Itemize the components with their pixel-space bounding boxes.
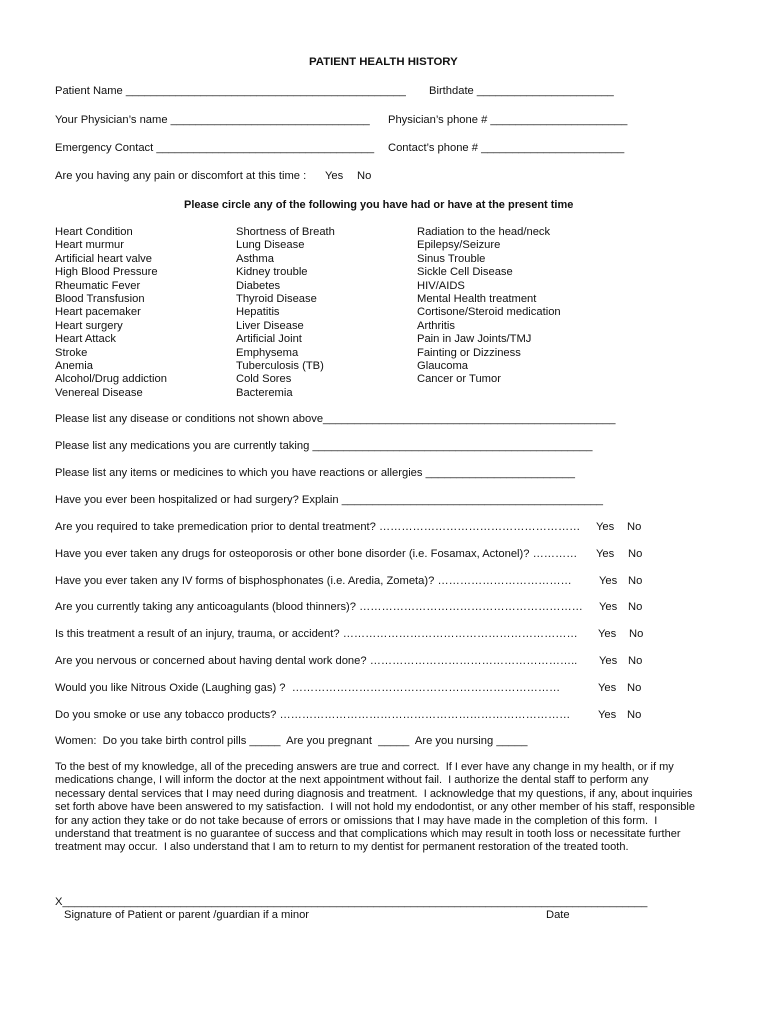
statement-line: set forth above have been answered to my satisfaction. I will not hold my endodontist, or any other member of his staff, responsible [55, 801, 695, 814]
condition-item[interactable]: Rheumatic Fever [55, 279, 141, 292]
other-conditions-field[interactable]: Please list any disease or conditions not shown above_______________________________________________ [55, 413, 616, 425]
nitrous-yes[interactable]: Yes [598, 682, 617, 694]
osteoporosis-yes[interactable]: Yes [596, 548, 615, 560]
statement-line: necessary dental services that I may need during diagnosis and treatment. I acknowledge that my questions, if any, about inquiries [55, 787, 693, 800]
circle-instruction: Please circle any of the following you have had or have at the present time [184, 199, 574, 211]
hospitalized-field[interactable]: Have you ever been hospitalized or had surgery? Explain __________________________________________ [55, 494, 604, 506]
emergency-contact-field[interactable]: Emergency Contact ___________________________________ [55, 142, 375, 154]
statement-line: treatment may occur. I also understand that I am to return to my dentist for permanent restoration of the treated tooth. [55, 841, 629, 854]
nervous-no[interactable]: No [628, 655, 643, 667]
condition-item[interactable]: Shortness of Breath [236, 226, 335, 238]
condition-item[interactable]: Cold Sores [236, 373, 292, 386]
nitrous-no[interactable]: No [627, 682, 642, 694]
nervous-question: Are you nervous or concerned about having dental work done? ……………………………………………….. [55, 655, 578, 667]
condition-item[interactable]: Tuberculosis (TB) [236, 360, 324, 373]
condition-item[interactable]: Blood Transfusion [55, 293, 145, 306]
tobacco-no[interactable]: No [627, 709, 642, 721]
condition-item[interactable]: Fainting or Dizziness [417, 346, 521, 359]
osteoporosis-question: Have you ever taken any drugs for osteoporosis or other bone disorder (i.e. Fosamax, Actonel)? ………… [55, 548, 578, 560]
condition-item[interactable]: Pain in Jaw Joints/TMJ [417, 333, 532, 346]
condition-item[interactable]: High Blood Pressure [55, 266, 158, 279]
condition-item[interactable]: Heart murmur [55, 239, 124, 252]
condition-item[interactable]: Stroke [55, 346, 88, 359]
condition-item[interactable]: Hepatitis [236, 306, 280, 319]
conditions-column-3 [417, 226, 561, 387]
tobacco-question: Do you smoke or use any tobacco products? …………………………………………………………………… [55, 709, 571, 721]
condition-item[interactable]: Lung Disease [236, 239, 305, 252]
injury-no[interactable]: No [629, 628, 644, 640]
premedication-yes[interactable]: Yes [596, 521, 615, 533]
condition-item[interactable]: Radiation to the head/neck [417, 226, 551, 238]
patient-name-field[interactable]: Patient Name _____________________________________________ [55, 85, 406, 97]
statement-line: understand that treatment is no guarantee of success and that complications which may result in tooth loss or necessitate further [55, 828, 681, 841]
condition-item[interactable]: Mental Health treatment [417, 293, 537, 306]
condition-item[interactable]: Heart Condition [55, 226, 133, 238]
tobacco-yes[interactable]: Yes [598, 709, 617, 721]
physician-phone-field[interactable]: Physician’s phone # ______________________ [388, 114, 628, 126]
pain-yes-option[interactable]: Yes [325, 170, 344, 182]
signature-line[interactable]: X______________________________________________________________________________________________ [55, 896, 648, 908]
nitrous-question: Would you like Nitrous Oxide (Laughing gas) ? ……………………………………………………………… [55, 682, 561, 694]
nervous-yes[interactable]: Yes [599, 655, 618, 667]
pain-no-option[interactable]: No [357, 170, 372, 182]
condition-item[interactable]: Heart pacemaker [55, 306, 141, 319]
consent-statement [55, 761, 725, 855]
injury-yes[interactable]: Yes [598, 628, 617, 640]
birthdate-field[interactable]: Birthdate ______________________ [429, 85, 614, 97]
condition-item[interactable]: Arthritis [417, 319, 455, 332]
women-questions[interactable]: Women: Do you take birth control pills _____ Are you pregnant _____ Are you nursing _____ [55, 735, 528, 747]
condition-item[interactable]: Artificial heart valve [55, 252, 152, 265]
condition-item[interactable]: Heart surgery [55, 319, 123, 332]
condition-item[interactable]: Sickle Cell Disease [417, 266, 513, 279]
injury-question: Is this treatment a result of an injury, trauma, or accident? ……………………………………………………… [55, 628, 578, 640]
condition-item[interactable]: Alcohol/Drug addiction [55, 373, 167, 386]
pain-question: Are you having any pain or discomfort at this time : [55, 170, 307, 182]
statement-line: To the best of my knowledge, all of the preceding answers are true and correct. If I ever have any change in my health, or if my [55, 761, 674, 773]
condition-item[interactable]: Liver Disease [236, 319, 304, 332]
condition-item[interactable]: Bacteremia [236, 386, 293, 399]
condition-item[interactable]: HIV/AIDS [417, 279, 465, 292]
statement-line: medications change, I will inform the doctor at the next appointment without fail. I authorize the dental staff to perform any [55, 774, 649, 787]
condition-item[interactable]: Diabetes [236, 279, 281, 292]
conditions-column-1 [55, 226, 167, 400]
condition-item[interactable]: Sinus Trouble [417, 252, 486, 265]
condition-item[interactable]: Cortisone/Steroid medication [417, 306, 561, 319]
osteoporosis-no[interactable]: No [628, 548, 643, 560]
condition-item[interactable]: Thyroid Disease [236, 293, 317, 306]
condition-item[interactable]: Heart Attack [55, 333, 116, 346]
premedication-no[interactable]: No [627, 521, 642, 533]
condition-item[interactable]: Cancer or Tumor [417, 373, 501, 386]
condition-item[interactable]: Anemia [55, 360, 93, 373]
page-title: PATIENT HEALTH HISTORY [309, 56, 458, 68]
date-label: Date [546, 909, 570, 921]
physician-name-field[interactable]: Your Physician’s name ________________________________ [55, 114, 370, 126]
bisphosphonates-no[interactable]: No [628, 575, 643, 587]
signature-label: Signature of Patient or parent /guardian if a minor [64, 909, 310, 921]
condition-item[interactable]: Epilepsy/Seizure [417, 239, 501, 252]
statement-line: for any action they take or do not take because of errors or omissions that I may have made in the completion of this form. I [55, 814, 658, 827]
allergies-field[interactable]: Please list any items or medicines to which you have reactions or allergies ________________________ [55, 467, 575, 479]
condition-item[interactable]: Kidney trouble [236, 266, 308, 279]
anticoagulants-yes[interactable]: Yes [599, 601, 618, 613]
condition-item[interactable]: Emphysema [236, 346, 299, 359]
condition-item[interactable]: Venereal Disease [55, 386, 143, 399]
conditions-column-2 [236, 226, 335, 400]
condition-item[interactable]: Artificial Joint [236, 333, 302, 346]
bisphosphonates-question: Have you ever taken any IV forms of bisphosphonates (i.e. Aredia, Zometa)? ……………………………… [55, 575, 572, 587]
bisphosphonates-yes[interactable]: Yes [599, 575, 618, 587]
premedication-question: Are you required to take premedication prior to dental treatment? ……………………………………………… [55, 521, 581, 533]
contact-phone-field[interactable]: Contact’s phone # _______________________ [388, 142, 625, 154]
condition-item[interactable]: Glaucoma [417, 360, 468, 373]
anticoagulants-no[interactable]: No [628, 601, 643, 613]
anticoagulants-question: Are you currently taking any anticoagulants (blood thinners)? …………………………………………………… [55, 601, 583, 613]
condition-item[interactable]: Asthma [236, 252, 274, 265]
medications-field[interactable]: Please list any medications you are currently taking _____________________________________________ [55, 440, 593, 452]
